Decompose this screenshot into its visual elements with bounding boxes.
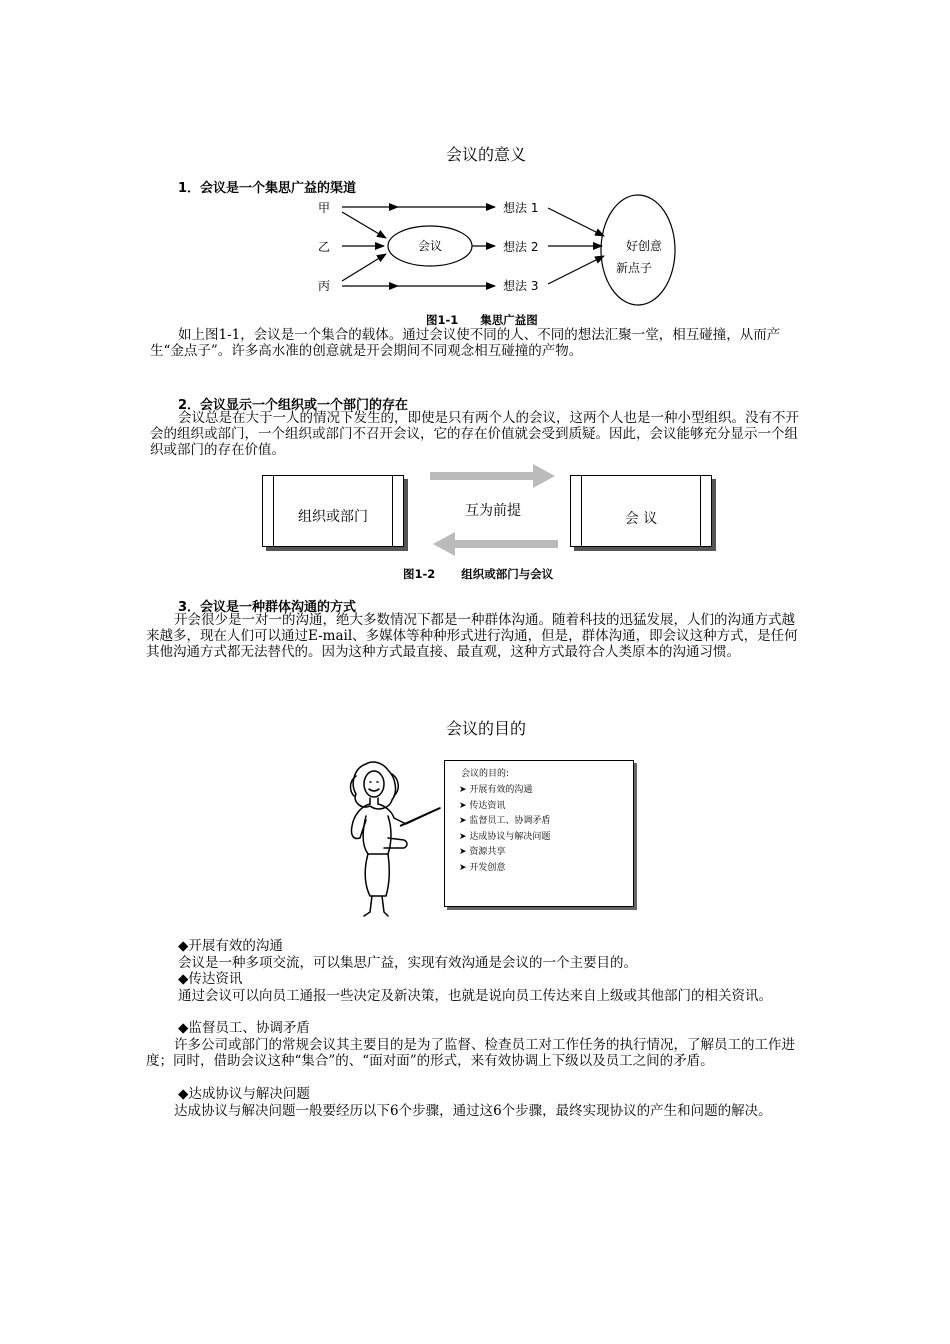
result-line-1: 好创意 [625, 239, 663, 253]
arrow-idea3-result [548, 256, 604, 284]
slide-heading: 会议的目的: [461, 769, 510, 779]
bullet-3-text: 许多公司或部门的常规会议其主要目的是为了监督、检查员工对工作任务的执行情况，了解员工的工作进度；同时，借助会议这种“集合”的、“面对面”的形式，来有效协调上下级以及员工之间的矛盾。 [146, 1037, 795, 1069]
heading-1: 1．会议是一个集思广益的渠道 [178, 181, 357, 196]
bullet-3-title: ◆监督员工、协调矛盾 [178, 1020, 310, 1036]
slide-item: ➤ 开发创意 [459, 862, 506, 873]
bullet-2-title: ◆传达资讯 [178, 971, 243, 987]
idea-2: 想法 2 [503, 240, 539, 254]
box-meeting-label: 会 议 [624, 511, 658, 527]
bullet-4-title: ◆达成协议与解决问题 [178, 1086, 310, 1102]
bullet-4-text: 达成协议与解决问题一般要经历以下6个步骤，通过这6个步骤，最终实现协议的产生和问题的解决。 [174, 1103, 772, 1119]
caption-title: 组织或部门与会议 [461, 567, 554, 581]
idea-3: 想法 3 [503, 279, 539, 293]
center-label: 会议 [417, 239, 443, 253]
paragraph-2: 会议总是在大于一人的情况下发生的，即使是只有两个人的会议，这两个人也是一种小型组织。没有不开会的组织或部门，一个组织或部门不召开会议，它的存在价值就会受到质疑。因此，会议能够充分显示一个组织或部门的存在价值。 [150, 410, 799, 458]
input-bing: 丙 [318, 279, 331, 293]
arrow-jia-center [342, 212, 386, 238]
box-organization [262, 475, 404, 547]
slide-item: ➤ 监督员工、协调矛盾 [459, 816, 551, 826]
arrow-idea1-result [548, 208, 604, 236]
input-jia: 甲 [318, 201, 331, 215]
section-title-purpose: 会议的目的 [446, 719, 527, 738]
figure-1-2-caption [403, 566, 553, 582]
purpose-slide [444, 760, 634, 907]
arrow-left-gray [433, 532, 558, 556]
box-meeting [570, 475, 712, 547]
pointer-stick [400, 808, 440, 826]
mutual-label: 互为前提 [465, 503, 521, 519]
slide-item: ➤ 开展有效的沟通 [459, 785, 533, 795]
bullet-2-text: 通过会议可以向员工通报一些决定及新决策，也就是说向员工传达来自上级或其他部门的相关资讯。 [178, 988, 772, 1004]
heading-3: 3．会议是一种群体沟通的方式 [178, 600, 357, 615]
slide-item: ➤ 资源共享 [459, 847, 506, 857]
input-yi: 乙 [318, 240, 331, 254]
figure-1-1-diagram [300, 192, 690, 314]
result-line-2: 新点子 [615, 261, 653, 275]
bullet-1-title: ◆开展有效的沟通 [178, 938, 283, 954]
bullet-1-text: 会议是一种多项交流，可以集思广益，实现有效沟通是会议的一个主要目的。 [178, 955, 637, 971]
heading-2: 2．会议显示一个组织或一个部门的存在 [178, 398, 409, 413]
arrow-right-gray [430, 464, 555, 488]
presenter-illustration [340, 756, 450, 921]
caption-title: 集思广益图 [480, 313, 538, 327]
figure-1-1-caption [426, 312, 538, 328]
arrow-bing-center [342, 254, 386, 281]
paragraph-3: 开会很少是一对一的沟通，绝大多数情况下都是一种群体沟通。随着科技的迅猛发展，人们的沟通方式越来越多，现在人们可以通过E-mail、多媒体等种种形式进行沟通，但是，群体沟通，即会议这种方式，是任何其他沟通方式都无法替代的。因为这种方式最直接、最直观，这种方式最符合人类原本的沟通习惯。 [146, 612, 798, 660]
idea-1: 想法 1 [503, 201, 539, 215]
section-title-meaning: 会议的意义 [446, 145, 527, 164]
paragraph-1: 如上图1-1，会议是一个集合的载体。通过会议使不同的人、不同的想法汇聚一堂，相互碰撞，从而产生“金点子”。许多高水准的创意就是开会期间不同观念相互碰撞的产物。 [150, 327, 781, 359]
slide-item: ➤ 达成协议与解决问题 [459, 831, 551, 842]
slide-list [459, 783, 550, 876]
slide-item: ➤ 传达资讯 [459, 800, 506, 811]
box-organization-label: 组织或部门 [298, 509, 368, 525]
caption-number: 图1-1 [426, 313, 459, 327]
caption-number: 图1-2 [403, 567, 436, 581]
